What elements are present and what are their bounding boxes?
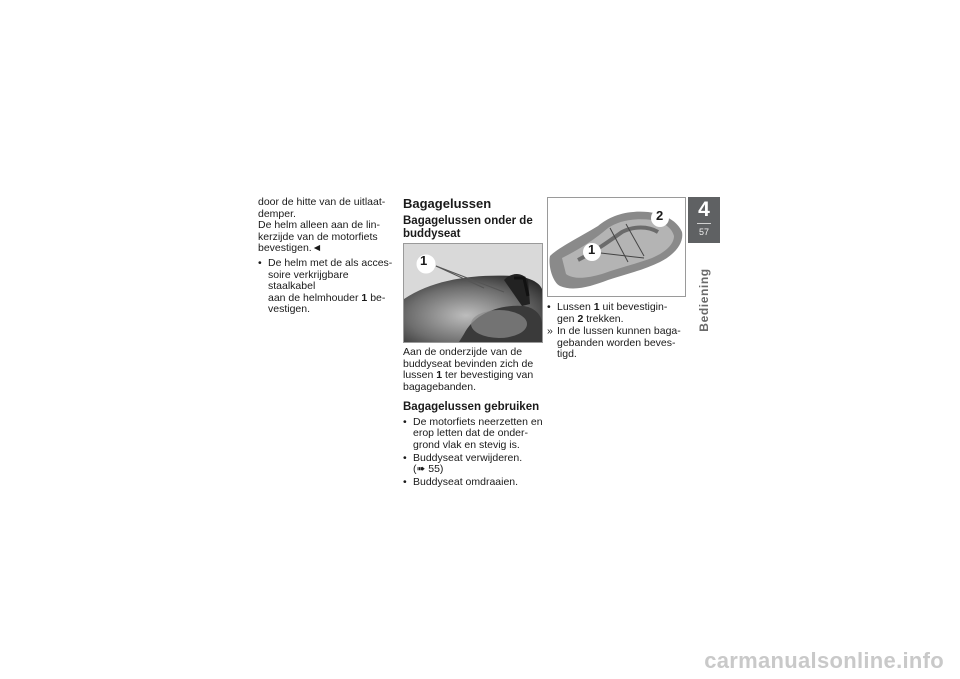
bullet-line: (➠ 55): [413, 463, 444, 476]
figure-callout-1: 1: [588, 242, 596, 257]
seat-flipped-image: [548, 198, 685, 296]
bullet-line: vestigen.: [268, 303, 311, 316]
bullet-text: uit bevestigin-: [602, 301, 668, 313]
bullet-icon: •: [403, 475, 407, 488]
bullet-text: aan de helmhouder: [268, 291, 359, 304]
caption-text: ter bevestiging van: [445, 369, 534, 382]
section-side-label: [688, 252, 720, 347]
bullet-text: trekken.: [586, 312, 624, 325]
chapter-tab: [688, 197, 720, 243]
bullet-icon: •: [258, 256, 262, 269]
bullet-line: De helm met de als acces-: [268, 256, 393, 269]
section-title: Bagagelussen: [403, 196, 492, 211]
bullet-line: erop letten dat de onder-: [413, 427, 528, 440]
section-name: Bediening: [697, 267, 711, 332]
caption-line: buddyseat bevinden zich de: [403, 357, 534, 370]
paragraph-helmet-left: [258, 220, 393, 255]
bullet-text: gen: [557, 312, 575, 325]
chapter-number: 4: [698, 198, 710, 221]
ref-number: 1: [436, 369, 443, 382]
caption-line: bagagebanden.: [403, 380, 476, 393]
tab-divider: [697, 223, 711, 224]
bullet-helmet-cable: [258, 258, 393, 316]
bullet-icon: •: [403, 415, 407, 428]
page-arrow-icon: ➠: [416, 463, 426, 476]
bullet-icon: •: [547, 301, 551, 313]
subsection-title-use: Bagagelussen gebruiken: [403, 401, 540, 414]
ref-number: 1: [361, 291, 368, 304]
result-arrow-icon: »: [547, 325, 553, 338]
bullet-line: Buddyseat omdraaien.: [413, 475, 519, 488]
bullet-line: In de lussen kunnen baga-: [557, 325, 681, 338]
ref-number: 2: [577, 312, 584, 325]
paragraph-heat: door de hitte van de uitlaat-demper.: [258, 196, 386, 220]
bullet-line: De motorfiets neerzetten en: [413, 415, 543, 428]
bullet-remove-seat: [403, 453, 543, 476]
bullet-icon: •: [403, 451, 407, 464]
bullet-line: grond vlak en stevig is.: [413, 439, 520, 452]
watermark: carmanualsonline.info: [704, 648, 944, 673]
figure-seat-loops: [403, 243, 543, 343]
figure-callout-1: 1: [420, 253, 428, 268]
subsection-title-line: buddyseat: [403, 227, 461, 240]
page-number: 57: [698, 227, 709, 237]
bullet-line: Buddyseat verwijderen.: [413, 451, 523, 464]
bullet-pull-loops: [547, 302, 687, 325]
figure-seat-flipped: [547, 197, 686, 297]
bullet-text: be-: [370, 291, 386, 304]
paragraph-helmet-left-text: De helm alleen aan de lin-kerzijde van de motorfiets bevestigen.: [258, 219, 380, 255]
page-ref: 55): [428, 463, 444, 476]
bullet-line: tigd.: [557, 348, 577, 361]
result-straps: [547, 326, 687, 361]
bullet-line: soire verkrijgbare staalkabel: [268, 268, 349, 293]
ref-number: 1: [593, 301, 600, 313]
bullet-line: gebanden worden beves-: [557, 336, 676, 349]
bullet-line: [557, 314, 687, 326]
column-3: [547, 197, 687, 361]
caption-line: Aan de onderzijde van de: [403, 346, 523, 358]
bullet-text: Lussen: [557, 301, 591, 313]
subsection-title: [403, 215, 543, 240]
figure-callout-2: 2: [656, 208, 664, 223]
bullet-flip-seat: [403, 477, 543, 489]
column-2: [403, 197, 543, 488]
end-mark-icon: ◄: [311, 242, 323, 255]
subsection-title-line: Bagagelussen onder de: [403, 215, 533, 227]
column-1: [258, 197, 393, 316]
caption-text: lussen: [403, 369, 434, 382]
bullet-park: [403, 417, 543, 452]
figure-caption: [403, 347, 543, 393]
